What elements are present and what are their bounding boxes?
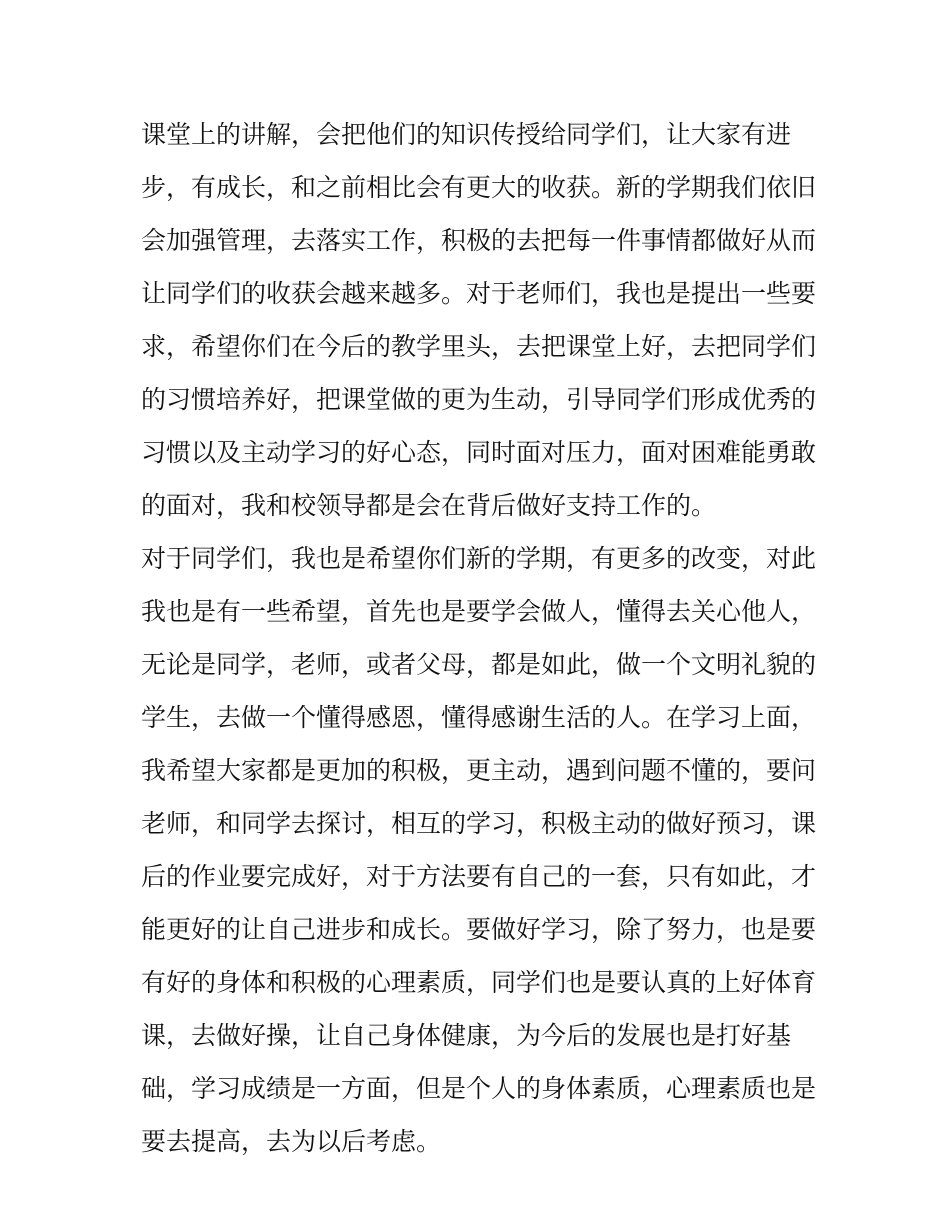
text-line: 课，去做好操，让自己身体健康，为今后的发展也是打好基 [141, 1021, 792, 1050]
text-line: 习惯以及主动学习的好心态，同时面对压力，面对困难能勇敢 [141, 438, 817, 467]
text-line: 后的作业要完成好，对于方法要有自己的一套，只有如此，才 [141, 862, 817, 891]
text-line: 能更好的让自己进步和成长。要做好学习，除了努力，也是要 [141, 915, 817, 944]
text-line: 无论是同学，老师，或者父母，都是如此，做一个文明礼貌的 [141, 650, 817, 679]
text-line: 我也是有一些希望，首先也是要学会做人，懂得去关心他人， [141, 597, 817, 626]
text-line: 会加强管理，去落实工作，积极的去把每一件事情都做好从而 [141, 226, 817, 255]
text-line: 让同学们的收获会越来越多。对于老师们，我也是提出一些要 [141, 279, 817, 308]
text-line: 要去提高，去为以后考虑。 [141, 1127, 442, 1156]
text-line: 求，希望你们在今后的教学里头，去把课堂上好，去把同学们 [141, 332, 817, 361]
body-text [141, 108, 816, 1168]
text-line: 的面对，我和校领导都是会在背后做好支持工作的。 [141, 491, 717, 520]
text-line: 课堂上的讲解，会把他们的知识传授给同学们，让大家有进 [141, 120, 792, 149]
text-line: 的习惯培养好，把课堂做的更为生动，引导同学们形成优秀的 [141, 385, 817, 414]
text-line: 老师，和同学去探讨，相互的学习，积极主动的做好预习，课 [141, 809, 817, 838]
text-line: 有好的身体和积极的心理素质，同学们也是要认真的上好体育 [141, 968, 817, 997]
text-line: 步，有成长，和之前相比会有更大的收获。新的学期我们依旧 [141, 173, 817, 202]
text-line: 础，学习成绩是一方面，但是个人的身体素质，心理素质也是 [141, 1074, 817, 1103]
text-line: 学生，去做一个懂得感恩，懂得感谢生活的人。在学习上面， [141, 703, 817, 732]
text-line: 对于同学们，我也是希望你们新的学期，有更多的改变，对此 [141, 544, 817, 573]
text-line: 我希望大家都是更加的积极，更主动，遇到问题不懂的，要问 [141, 756, 817, 785]
